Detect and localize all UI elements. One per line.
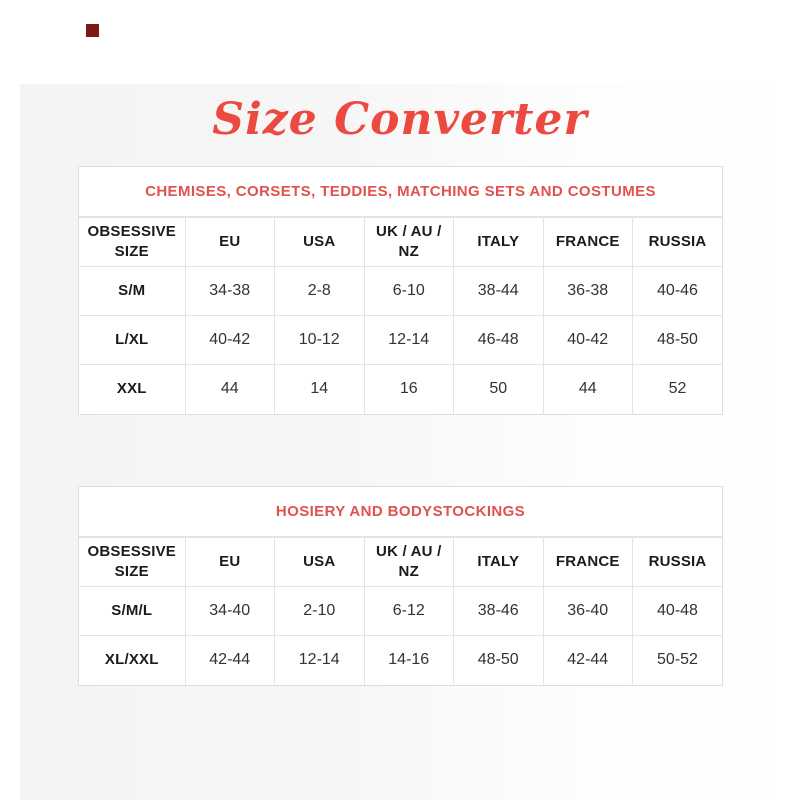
column-header-cell: EU bbox=[185, 218, 275, 267]
table-row bbox=[79, 365, 722, 414]
data-cell: 48-50 bbox=[633, 316, 723, 365]
row-header-cell: L/XL bbox=[79, 316, 185, 365]
size-table-card bbox=[78, 486, 723, 686]
column-header-cell: ITALY bbox=[454, 218, 544, 267]
data-cell: 44 bbox=[543, 365, 633, 414]
data-cell: 36-38 bbox=[543, 267, 633, 316]
column-header-cell: UK / AU / NZ bbox=[364, 538, 454, 587]
table-caption: CHEMISES, CORSETS, TEDDIES, MATCHING SETS AND COSTUMES bbox=[79, 167, 722, 217]
data-cell: 14-16 bbox=[364, 636, 454, 685]
column-header-row bbox=[79, 218, 722, 267]
data-cell: 40-48 bbox=[633, 587, 723, 636]
data-cell: 10-12 bbox=[275, 316, 365, 365]
data-cell: 40-46 bbox=[633, 267, 723, 316]
table-row bbox=[79, 636, 722, 685]
column-header-row bbox=[79, 538, 722, 587]
size-table bbox=[79, 537, 722, 685]
column-header-cell: FRANCE bbox=[543, 218, 633, 267]
table-row bbox=[79, 316, 722, 365]
table-caption: HOSIERY AND BODYSTOCKINGS bbox=[79, 487, 722, 537]
data-cell: 34-40 bbox=[185, 587, 275, 636]
column-header-cell: USA bbox=[275, 538, 365, 587]
data-cell: 6-12 bbox=[364, 587, 454, 636]
data-cell: 40-42 bbox=[543, 316, 633, 365]
column-header-cell: RUSSIA bbox=[633, 218, 723, 267]
data-cell: 12-14 bbox=[364, 316, 454, 365]
row-header-cell: S/M/L bbox=[79, 587, 185, 636]
data-cell: 44 bbox=[185, 365, 275, 414]
data-cell: 46-48 bbox=[454, 316, 544, 365]
data-cell: 38-46 bbox=[454, 587, 544, 636]
data-cell: 2-8 bbox=[275, 267, 365, 316]
data-cell: 40-42 bbox=[185, 316, 275, 365]
data-cell: 50-52 bbox=[633, 636, 723, 685]
red-square-marker-icon bbox=[86, 24, 99, 37]
column-header-cell: OBSESSIVE SIZE bbox=[79, 218, 185, 267]
column-header-cell: ITALY bbox=[454, 538, 544, 587]
column-header-cell: OBSESSIVE SIZE bbox=[79, 538, 185, 587]
page-title: Size Converter bbox=[212, 94, 588, 145]
column-header-cell: EU bbox=[185, 538, 275, 587]
data-cell: 48-50 bbox=[454, 636, 544, 685]
table-row bbox=[79, 587, 722, 636]
data-cell: 42-44 bbox=[185, 636, 275, 685]
data-cell: 52 bbox=[633, 365, 723, 414]
size-table bbox=[79, 217, 722, 414]
column-header-cell: UK / AU / NZ bbox=[364, 218, 454, 267]
size-table-card bbox=[78, 166, 723, 415]
data-cell: 14 bbox=[275, 365, 365, 414]
row-header-cell: XXL bbox=[79, 365, 185, 414]
column-header-cell: USA bbox=[275, 218, 365, 267]
data-cell: 42-44 bbox=[543, 636, 633, 685]
data-cell: 34-38 bbox=[185, 267, 275, 316]
data-cell: 16 bbox=[364, 365, 454, 414]
data-cell: 36-40 bbox=[543, 587, 633, 636]
column-header-cell: FRANCE bbox=[543, 538, 633, 587]
row-header-cell: S/M bbox=[79, 267, 185, 316]
row-header-cell: XL/XXL bbox=[79, 636, 185, 685]
data-cell: 2-10 bbox=[275, 587, 365, 636]
data-cell: 12-14 bbox=[275, 636, 365, 685]
table-row bbox=[79, 267, 722, 316]
data-cell: 6-10 bbox=[364, 267, 454, 316]
data-cell: 38-44 bbox=[454, 267, 544, 316]
column-header-cell: RUSSIA bbox=[633, 538, 723, 587]
data-cell: 50 bbox=[454, 365, 544, 414]
